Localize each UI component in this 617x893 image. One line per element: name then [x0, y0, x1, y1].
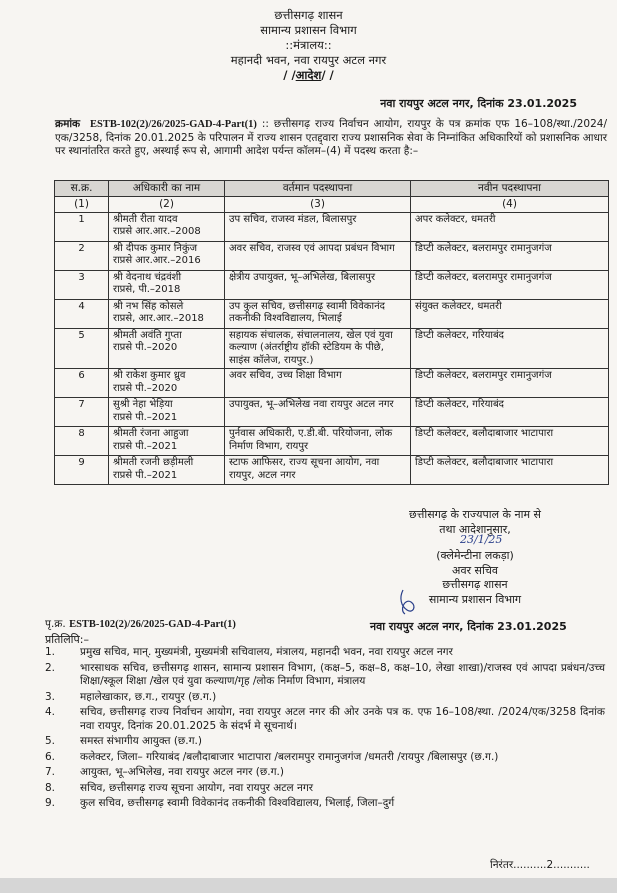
column-number-row: (1) (2) (3) (4) — [55, 197, 609, 213]
cell-sn: 5 — [55, 328, 109, 369]
governor-line: छत्तीसगढ़ के राज्यपाल के नाम से — [409, 508, 541, 521]
cell-officer: श्रीमती अवंति गुप्ता राप्रसे पी.–2020 — [109, 328, 225, 369]
header-name: अधिकारी का नाम — [109, 181, 225, 197]
cell-sn: 9 — [55, 456, 109, 485]
cell-officer: श्री वेदनाथ चंद्रवंशी राप्रसे, पी.–2018 — [109, 270, 225, 299]
cell-officer: श्री नभ सिंह कोसले राप्रसे, आर.आर.–2018 — [109, 299, 225, 328]
cell-current-posting: अवर सचिव, राजस्व एवं आपदा प्रबंधन विभाग — [225, 241, 411, 270]
list-item-text: कलेक्टर, जिला– गरियाबंद /बलौदाबाजार भाटापारा /बलरामपुर रामानुजगंज /धमतरी /रायपुर /बिलासपुर (छ.ग.) — [80, 750, 499, 763]
signatory-designation: अवर सचिव — [452, 563, 498, 577]
cell-new-posting: संयुक्त कलेक्टर, धमतरी — [411, 299, 609, 328]
endorsement-place-date: नवा रायपुर अटल नगर, दिनांक 23.01.2025 — [370, 620, 567, 633]
cell-current-posting: उप सचिव, राजस्व मंडल, बिलासपुर — [225, 212, 411, 241]
cell-current-posting: उपायुक्त, भू–अभिलेख नवा रायपुर अटल नगर — [225, 398, 411, 427]
cell-current-posting: उप कुल सचिव, छत्तीसगढ़ स्वामी विवेकानंद तकनीकी विश्वविद्यालय, भिलाई — [225, 299, 411, 328]
list-item-text: सचिव, छत्तीसगढ़ राज्य सूचना आयोग, नवा रायपुर अटल नगर — [80, 781, 314, 794]
order-line: तथा आदेशानुसार, — [439, 522, 511, 536]
signature-block — [340, 508, 610, 607]
cell-current-posting: क्षेत्रीय उपायुक्त, भू–अभिलेख, बिलासपुर — [225, 270, 411, 299]
cell-new-posting: डिप्टी कलेक्टर, बलौदाबाजार भाटापारा — [411, 427, 609, 456]
list-item-text: समस्त संभागीय आयुक्त (छ.ग.) — [80, 735, 202, 747]
kramank-number: ESTB-102(2)/26/2025-GAD-4-Part(1) — [90, 119, 257, 130]
signatory-org: छत्तीसगढ़ शासन — [442, 578, 508, 591]
order-title: / /आदेश/ / — [283, 68, 334, 82]
cell-officer: श्रीमती रीता यादव राप्रसे आर.आर.–2008 — [109, 212, 225, 241]
list-item-number: 8. — [45, 781, 56, 794]
cell-new-posting: डिप्टी कलेक्टर, बलरामपुर रामानुजगंज — [411, 241, 609, 270]
list-item — [45, 662, 605, 689]
cell-new-posting: डिप्टी कलेक्टर, बलरामपुर रामानुजगंज — [411, 369, 609, 398]
cell-sn: 8 — [55, 427, 109, 456]
header-sn: स.क्र. — [55, 181, 109, 197]
header-current-posting: वर्तमान पदस्थापना — [225, 181, 411, 197]
signatory-dept: सामान्य प्रशासन विभाग — [428, 592, 522, 606]
list-item — [45, 646, 605, 660]
bottom-bar — [0, 878, 617, 893]
list-item-text: प्रमुख सचिव, मान्. मुख्यमंत्री, मुख्यमंत्री सचिवालय, मंत्रालय, महानदी भवन, नवा रायपुर अटल नगर — [80, 646, 453, 658]
header-new-posting: नवीन पदस्थापना — [411, 181, 609, 197]
cell-sn: 3 — [55, 270, 109, 299]
copy-to-list — [45, 646, 605, 813]
cell-sn: 7 — [55, 398, 109, 427]
list-item — [45, 706, 605, 733]
list-item-number: 4. — [45, 706, 56, 718]
cell-sn: 4 — [55, 299, 109, 328]
department-name: सामान्य प्रशासन विभाग — [260, 23, 357, 37]
cell-new-posting: डिप्टी कलेक्टर, बलौदाबाजार भाटापारा — [411, 456, 609, 485]
copy-to-label: प्रतिलिपि:– — [45, 633, 89, 646]
list-item-number: 3. — [45, 690, 56, 703]
table-row — [55, 427, 609, 456]
signature-scribble-icon — [395, 588, 425, 618]
cell-sn: 1 — [55, 212, 109, 241]
list-item-number: 5. — [45, 735, 56, 747]
list-item — [45, 782, 605, 796]
list-item — [45, 691, 605, 705]
cell-current-posting: स्टाफ आफिसर, राज्य सूचना आयोग, नवा रायपुर, अटल नगर — [225, 456, 411, 485]
endorsement-number: पृ.क्र. ESTB-102(2)/26/2025-GAD-4-Part(1) — [45, 618, 236, 630]
cell-officer: सुश्री नेहा भेड़िया राप्रसे पी.–2021 — [109, 398, 225, 427]
table-row — [55, 369, 609, 398]
list-item-number: 1. — [45, 646, 56, 658]
list-item-text: कुल सचिव, छत्तीसगढ़ स्वामी विवेकानंद तकनीकी विश्वविद्यालय, भिलाई, जिला–दुर्ग — [80, 797, 395, 809]
table-row — [55, 212, 609, 241]
letterhead — [0, 8, 617, 83]
list-item-text: भारसाधक सचिव, छत्तीसगढ़ शासन, सामान्य प्रशासन विभाग, (कक्ष–5, कक्ष–8, कक्ष–10, लेखा शाखा)/राजस्व एवं आपदा प्रबंधन/उच्च शिक्षा/स्कूल शिक्षा /खेल एवं युवा कल्याण/गृह /लोक निर्माण विभाग, मंत्रालय — [80, 661, 605, 687]
cell-officer: श्री राकेश कुमार ध्रुव राप्रसे पी.–2020 — [109, 369, 225, 398]
table-row — [55, 270, 609, 299]
table-row — [55, 241, 609, 270]
list-item-text: सचिव, छत्तीसगढ़ राज्य निर्वाचन आयोग, नवा रायपुर अटल नगर की ओर उनके पत्र क. एफ 16–108/स्था. /2024/एक/3258 दिनांक नवा रायपुर, दिनांक 20.01.2025 के संदर्भ मे सूचनार्थ। — [80, 706, 605, 732]
address: महानदी भवन, नवा रायपुर अटल नगर — [230, 53, 387, 67]
continued-label: निरंतर..........2........... — [490, 859, 590, 871]
cell-current-posting: पुर्नवास अधिकारी, ए.डी.बी. परियोजना, लोक निर्माण विभाग, रायपुर — [225, 427, 411, 456]
table-header-row — [55, 181, 609, 197]
cell-new-posting: डिप्टी कलेक्टर, बलरामपुर रामानुजगंज — [411, 270, 609, 299]
table-row — [55, 456, 609, 485]
table-row — [55, 299, 609, 328]
cell-current-posting: अवर सचिव, उच्च शिक्षा विभाग — [225, 369, 411, 398]
cell-officer: श्री दीपक कुमार निकुंज राप्रसे आर.आर.–2016 — [109, 241, 225, 270]
kramank-label: क्रमांक — [55, 118, 81, 130]
list-item — [45, 735, 605, 749]
table-row — [55, 398, 609, 427]
cell-new-posting: अपर कलेक्टर, धमतरी — [411, 212, 609, 241]
list-item-text: महालेखाकार, छ.ग., रायपुर (छ.ग.) — [80, 690, 217, 703]
ministry-label: ::मंत्रालय:: — [285, 38, 332, 52]
order-body — [55, 118, 607, 159]
cell-officer: श्रीमती रंजना आहुजा राप्रसे पी.–2021 — [109, 427, 225, 456]
cell-new-posting: डिप्टी कलेक्टर, गरियाबंद — [411, 328, 609, 369]
list-item — [45, 751, 605, 765]
list-item-number: 9. — [45, 797, 56, 809]
list-item — [45, 797, 605, 811]
cell-officer: श्रीमती रजनी छड़ीमली राप्रसे पी.–2021 — [109, 456, 225, 485]
govt-name: छत्तीसगढ़ शासन — [274, 8, 343, 22]
list-item-number: 2. — [45, 661, 56, 674]
cell-new-posting: डिप्टी कलेक्टर, गरियाबंद — [411, 398, 609, 427]
transfer-table — [54, 180, 609, 485]
handwritten-date: 23/1/25 — [460, 533, 503, 546]
signatory-name: (क्लेमेन्टीना लकड़ा) — [436, 549, 514, 562]
list-item-text: आयुक्त, भू–अभिलेख, नवा रायपुर अटल नगर (छ.ग.) — [80, 766, 284, 778]
list-item-number: 6. — [45, 750, 56, 763]
table-row — [55, 328, 609, 369]
list-item-number: 7. — [45, 766, 56, 778]
order-text: :: छत्तीसगढ़ राज्य निर्वाचन आयोग, रायपुर के पत्र क्रमांक एफ 16–108/स्था./2024/एक/3258, दिनांक 20.01.2025 के परिपालन में राज्य शासन एतद्द्वारा राज्य प्रशासनिक सेवा के निम्नांकित अधिकारियों को प्रशासनिक आधार पर स्थानांतरित करते हुए, अस्थाई रूप से, आगामी आदेश पर्यन्त कॉलम–(4) में पदस्थ करता है:– — [55, 118, 607, 158]
cell-current-posting: सहायक संचालक, संचालनालय, खेल एवं युवा कल्याण (अंतर्राष्ट्रीय हॉकी स्टेडियम के पीछे, साइंस कॉलेज, रायपुर.) — [225, 328, 411, 369]
list-item — [45, 766, 605, 780]
cell-sn: 2 — [55, 241, 109, 270]
cell-sn: 6 — [55, 369, 109, 398]
order-title-text: आदेश — [295, 68, 322, 82]
order-place-date: नवा रायपुर अटल नगर, दिनांक 23.01.2025 — [380, 97, 577, 110]
